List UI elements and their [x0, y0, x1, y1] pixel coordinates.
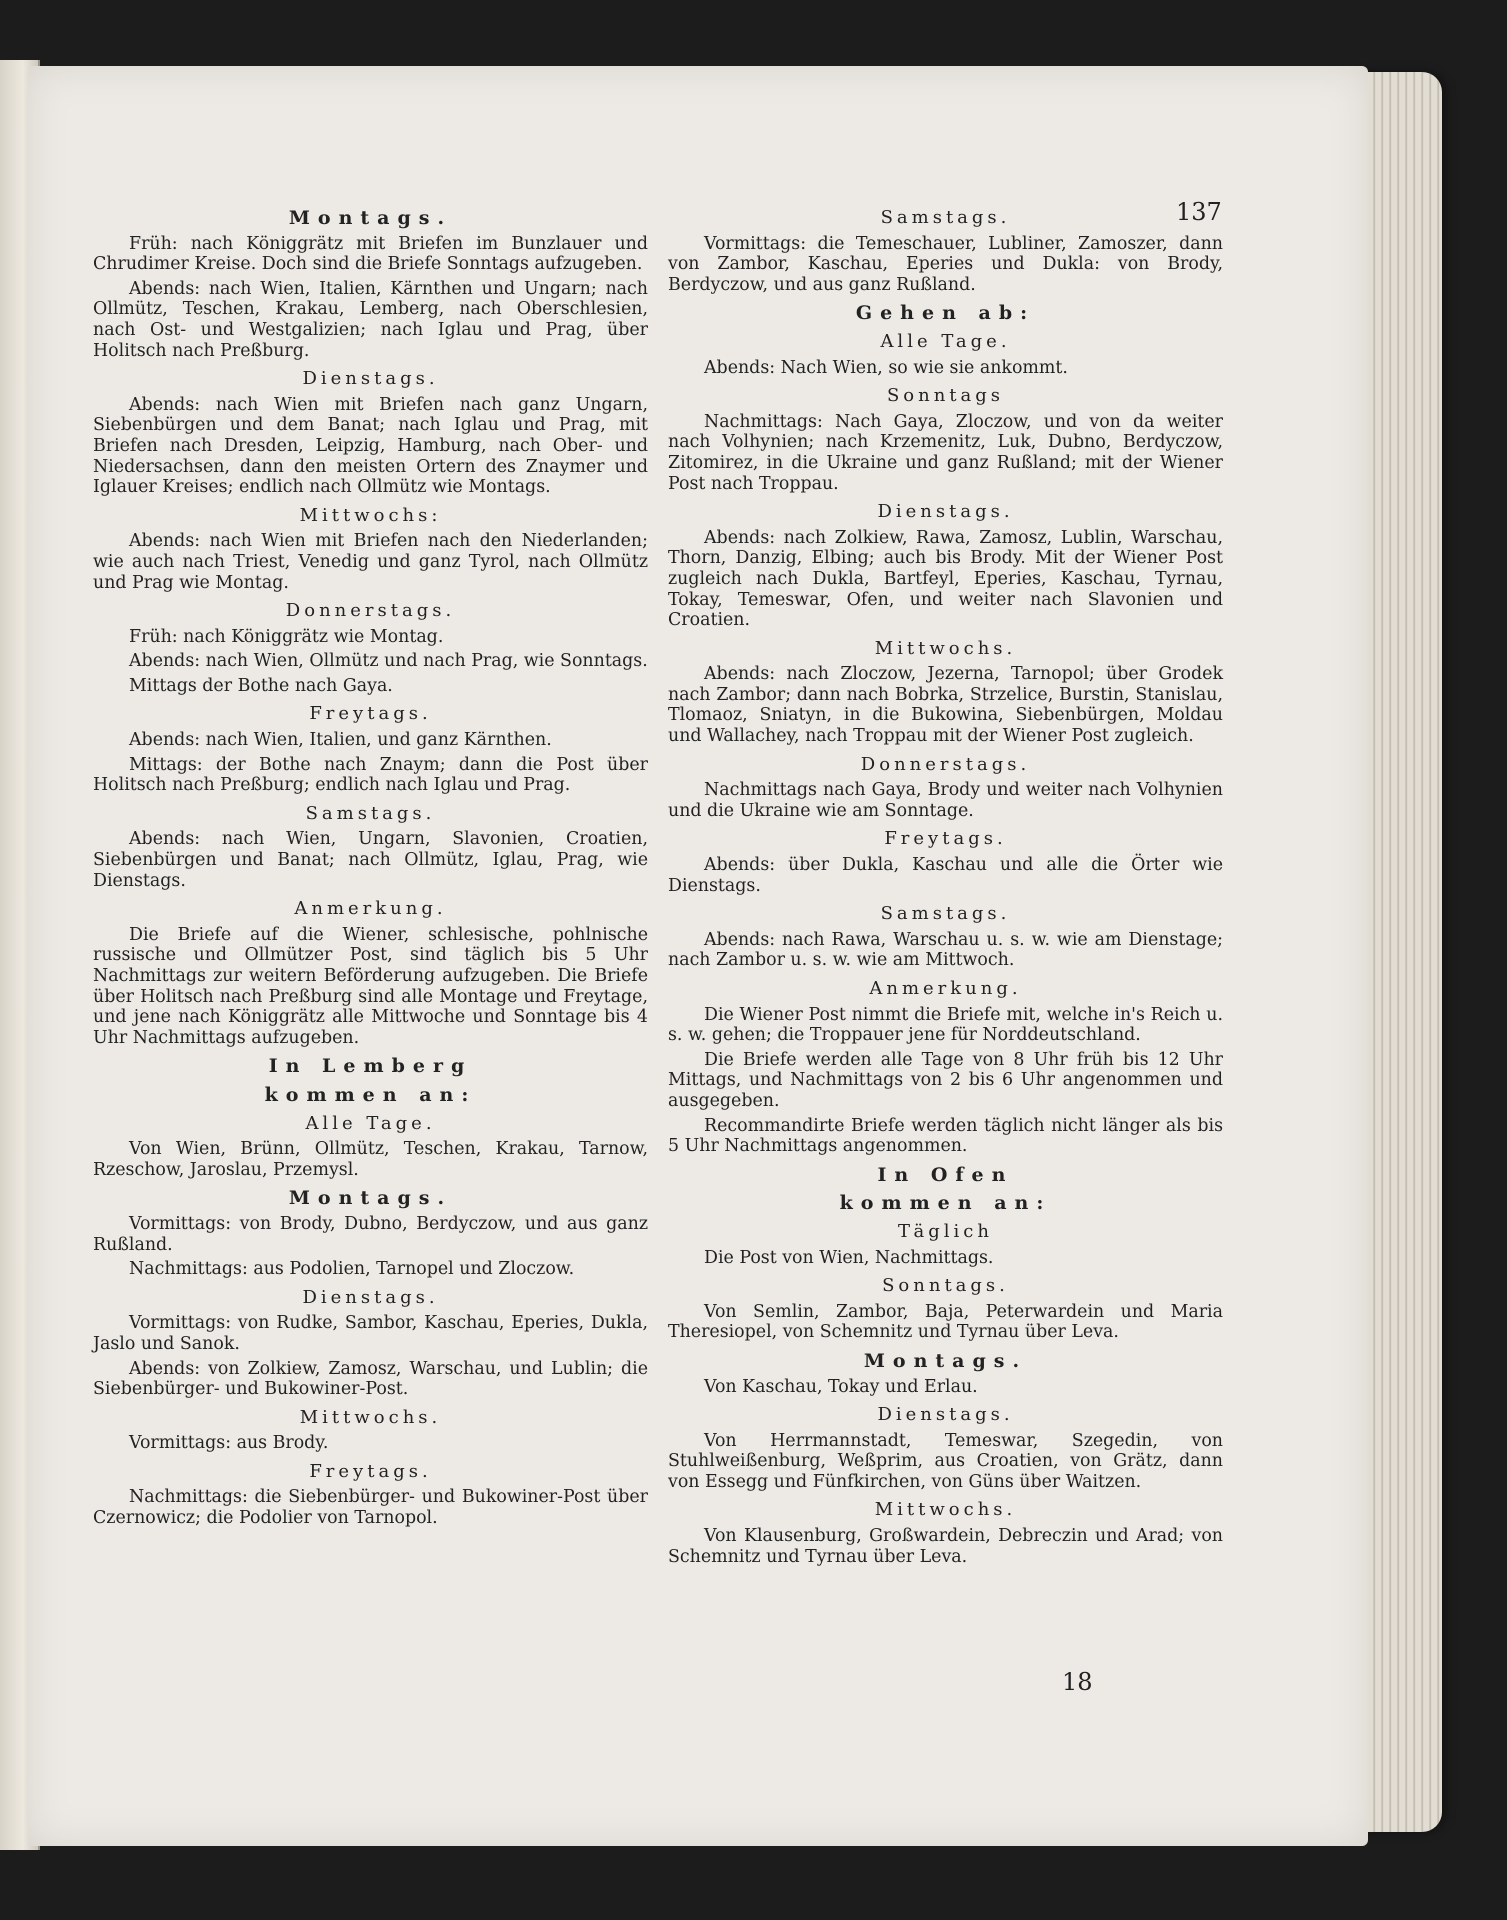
paragraph: Nachmittags nach Gaya, Brody und weiter nach Volhynien und die Ukraine wie am Sonntage.	[668, 780, 1223, 821]
page-stack-edge	[1360, 72, 1442, 1832]
paragraph: Mittags: der Bothe nach Znaym; dann die Post über Holitsch nach Preßburg; endlich nach Iglau und Prag.	[93, 754, 648, 796]
section-heading: Samstags.	[305, 802, 436, 824]
section-heading: Mittwochs:	[299, 504, 442, 526]
section-heading: Sonntags	[886, 385, 1005, 407]
section-heading: Gehen ab:	[855, 302, 1036, 325]
section-heading: Freytags.	[884, 828, 1007, 850]
paragraph: Abends: Nach Wien, so wie sie ankommt.	[704, 357, 1068, 378]
paragraph: Mittags der Bothe nach Gaya.	[129, 675, 393, 696]
section-heading: Freytags.	[309, 703, 432, 725]
signature-mark: 18	[1062, 1668, 1093, 1696]
paragraph: Die Briefe werden alle Tage von 8 Uhr früh bis 12 Uhr Mittags, und Nachmittags von 2 bis 6 Uhr angenommen und ausgegeben.	[668, 1049, 1223, 1111]
paragraph: Abends: von Zolkiew, Zamosz, Warschau, und Lublin; die Siebenbürger- und Bukowiner-Post.	[93, 1358, 648, 1400]
section-heading: Mittwochs.	[299, 1406, 442, 1428]
paragraph: Abends: nach Zolkiew, Rawa, Zamosz, Lublin, Warschau, Thorn, Danzig, Elbing; auch bis Brody. Mit der Wiener Post zugleich nach Dukla, Bartfeyl, Eperies, Kaschau, Tyrnau, Tokay, Temeswar, Ofen, und weiter nach Slavonien und Croatien.	[668, 527, 1223, 631]
paragraph: Von Semlin, Zambor, Baja, Peterwardein und Maria Theresiopel, von Schemnitz und Tyrnau über Leva.	[668, 1301, 1223, 1343]
paragraph: Recommandirte Briefe werden täglich nicht länger als bis 5 Uhr Nachmittags angenommen.	[668, 1115, 1223, 1157]
section-heading: Montags.	[288, 207, 453, 229]
section-heading: In Lemberg	[268, 1055, 473, 1078]
paragraph: Nachmittags: die Siebenbürger- und Bukowiner-Post über Czernowicz; die Podolier von Tarnopol.	[93, 1487, 648, 1529]
paragraph: Abends: nach Wien, Italien, und ganz Kärnthen.	[129, 730, 552, 751]
section-heading: Anmerkung.	[869, 978, 1022, 999]
section-heading: Freytags.	[309, 1460, 432, 1482]
paragraph: Die Post von Wien, Nachmittags.	[704, 1247, 994, 1268]
paragraph: Früh: nach Königgrätz wie Montag.	[129, 626, 444, 647]
page-number: 137	[1176, 198, 1222, 226]
section-heading: Montags.	[288, 1187, 453, 1210]
paragraph: Die Briefe auf die Wiener, schlesische, pohlnische russische und Ollmützer Post, sind täglich bis 5 Uhr Nachmittags zur weitern Beförderung aufzugeben. Die Briefe über Holitsch nach Preßburg sind alle Montage und Freytage, und jene nach Königgrätz alle Mittwoche und Sonntage bis 4 Uhr Nachmittags aufzugeben.	[93, 924, 648, 1048]
section-heading: Donnerstags.	[285, 600, 456, 622]
section-heading: Mittwochs.	[874, 1499, 1017, 1521]
paragraph: Nachmittags: aus Podolien, Tarnopel und Zloczow.	[129, 1259, 575, 1280]
paragraph: Vormittags: die Temeschauer, Lubliner, Zamoszer, dann von Zambor, Kaschau, Eperies und Dukla: von Brody, Berdyczow, und aus ganz Rußland.	[668, 233, 1223, 295]
paragraph: Abends: nach Wien, Italien, Kärnthen und Ungarn; nach Ollmütz, Teschen, Krakau, Lemberg, nach Oberschlesien, nach Ost- und Westgalizien; nach Iglau und Prag, über Holitsch nach Preßburg.	[93, 278, 648, 361]
paragraph: Vormittags: von Brody, Dubno, Berdyczow, und aus ganz Rußland.	[93, 1213, 648, 1255]
paragraph: Nachmittags: Nach Gaya, Zloczow, und von da weiter nach Volhynien; nach Krzemenitz, Luk, Dubno, Berdyczow, Zitomirez, in die Ukraine und ganz Rußland; mit der Wiener Post nach Troppau.	[668, 411, 1223, 494]
section-heading: In Ofen	[877, 1163, 1014, 1186]
section-heading: Montags.	[863, 1349, 1028, 1372]
paragraph: Von Herrmannstadt, Temeswar, Szegedin, von Stuhlweißenburg, Weßprim, aus Croatien, von Grätz, dann von Essegg und Fünfkirchen, von Güns über Waitzen.	[668, 1430, 1223, 1492]
section-heading: Samstags.	[880, 903, 1011, 925]
left-column	[93, 208, 648, 1533]
paragraph: Vormittags: aus Brody.	[129, 1433, 329, 1454]
section-heading: Samstags.	[880, 207, 1011, 228]
right-column	[668, 208, 1223, 1571]
section-heading: Dienstags.	[302, 368, 439, 390]
paragraph: Abends: nach Wien mit Briefen nach den Niederlanden; wie auch nach Triest, Venedig und ganz Tyrol, nach Ollmütz und Prag wie Montag.	[93, 531, 648, 593]
paragraph: Abends: nach Rawa, Warschau u. s. w. wie am Dienstage; nach Zambor u. s. w. wie am Mittwoch.	[668, 929, 1223, 971]
paragraph: Vormittags: von Rudke, Sambor, Kaschau, Eperies, Dukla, Jaslo und Sanok.	[93, 1313, 648, 1354]
section-heading: Alle Tage.	[305, 1112, 436, 1134]
paragraph: Von Kaschau, Tokay und Erlau.	[704, 1376, 978, 1397]
paragraph: Abends: nach Wien, Ollmütz und nach Prag, wie Sonntags.	[129, 651, 648, 672]
paragraph: Abends: über Dukla, Kaschau und alle die Örter wie Dienstags.	[668, 855, 1223, 896]
section-heading: Dienstags.	[302, 1286, 439, 1308]
section-heading: Mittwochs.	[874, 637, 1017, 659]
section-heading: kommen an:	[264, 1083, 477, 1106]
paragraph: Abends: nach Zloczow, Jezerna, Tarnopol; über Grodek nach Zambor; dann nach Bobrka, Strzelice, Burstin, Stanislau, Tlomaoz, Sniatyn, in die Bukowina, Siebenbürgen, Moldau und Wallachey, nach Troppau mit der Wiener Post zugleich.	[668, 664, 1223, 747]
paragraph: Abends: nach Wien, Ungarn, Slavonien, Croatien, Siebenbürgen und Banat; nach Ollmütz, Iglau, Prag, wie Dienstags.	[93, 829, 648, 891]
paragraph: Abends: nach Wien mit Briefen nach ganz Ungarn, Siebenbürgen und dem Banat; nach Iglau und Prag, mit Briefen nach Dresden, Leipzig, Hamburg, nach Ober- und Niedersachsen, dann den meisten Ortern des Znaymer und Iglauer Kreises; endlich nach Ollmütz wie Montags.	[93, 394, 648, 498]
section-heading: Täglich	[898, 1220, 993, 1242]
paragraph: Früh: nach Königgrätz mit Briefen im Bunzlauer und Chrudimer Kreise. Doch sind die Briefe Sonntags aufzugeben.	[93, 233, 648, 275]
paragraph: Von Wien, Brünn, Ollmütz, Teschen, Krakau, Tarnow, Rzeschow, Jaroslau, Przemysl.	[93, 1139, 648, 1180]
section-heading: Alle Tage.	[880, 330, 1011, 352]
section-heading: Anmerkung.	[294, 898, 447, 920]
section-heading: Dienstags.	[877, 1404, 1014, 1426]
section-heading: kommen an:	[839, 1192, 1052, 1215]
section-heading: Dienstags.	[877, 501, 1014, 523]
paragraph: Die Wiener Post nimmt die Briefe mit, welche in's Reich u. s. w. gehen; die Troppauer jene für Norddeutschland.	[668, 1004, 1223, 1046]
section-heading: Sonntags.	[882, 1275, 1009, 1297]
section-heading: Donnerstags.	[860, 753, 1031, 775]
paragraph: Von Klausenburg, Großwardein, Debreczin und Arad; von Schemnitz und Tyrnau über Leva.	[668, 1526, 1223, 1567]
